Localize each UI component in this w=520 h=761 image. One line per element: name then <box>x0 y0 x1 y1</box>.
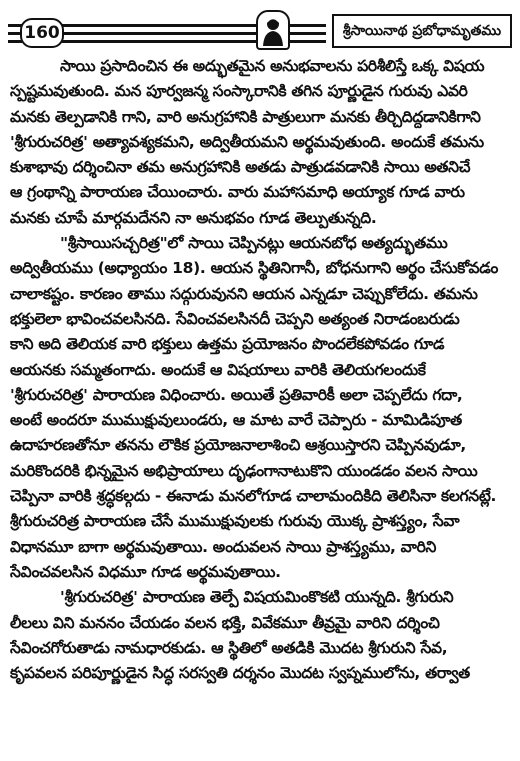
text-line: చెప్పినా వారికి శ్రద్ధకల్గదు - ఈనాడు మనలోగూడ చాలామందికిది తెలిసినా కలగనట్లే. <box>10 487 497 506</box>
running-title: శ్రీసాయినాథ ప్రబోధామృతము <box>332 14 512 48</box>
text-line: కృపవలన పరిపూర్ణుడైన సిద్ధ సరస్వతి దర్శనం మొదట స్వప్నములోను, తర్వాత <box>10 664 470 683</box>
text-line: లీలలు విని మననం చేయడం వలన భక్తి, వివేకమూ తీవ్రమై వారిని దర్శించి <box>10 613 440 632</box>
text-line: శ్రీగురుచరిత్ర పారాయణ చేసే ముముక్షువులకు గురువు యొక్క ప్రాశస్త్యం, సేవా <box>10 512 460 531</box>
text-line: స్పష్టమవుతుంది. మన పూర్వజన్మ సంస్కారానికి తగిన పూర్ణుడైన గురువు ఎవరి <box>10 82 468 101</box>
text-line: సేవించవలసిన విధమూ గూడ అర్థమవుతాయి. <box>10 562 281 581</box>
body-text <box>10 54 514 686</box>
page-header <box>8 10 512 50</box>
text-line: కాని అది తెలియక వారి భక్తులు ఉత్తమ ప్రయోజనం పొందలేకపోవడం గూడ <box>10 335 445 354</box>
text-line: మనకు తెల్పడానికి గాని, వారి అనుగ్రహానికి పాత్రులుగా మనకు తీర్చిదిద్దడానికిగాని <box>10 107 481 126</box>
text-line: కుశాభావు దర్శించినా తమ అనుగ్రహానికి అతడు పాత్రుడవడానికి సాయి అతనిచే <box>10 158 471 177</box>
page-number: 160 <box>20 18 64 48</box>
text-line: మనకు చూపే మార్గమదేనని నా అనుభవం గూడ తెల్పుతున్నది. <box>10 208 377 227</box>
text-line: సాయి ప్రసాదించిన ఈ అద్భుతమైన అనుభవాలను పరిశీలిస్తే ఒక్క విషయ <box>60 57 485 75</box>
sai-portrait-icon <box>256 10 290 50</box>
text-line: మరికొందరికి భిన్నమైన అభిప్రాయాలు దృఢంగానాటుకొని యుండడం వలన సాయి <box>10 461 478 480</box>
text-line: భక్తులెలా భావించవలసినది. సేవించవలసినదీ చెప్పని అత్యంత నిరాడంబరుడు <box>10 309 460 328</box>
text-line: ఆయనకు సమ్మతంగాదు. అందుకే ఆ విషయాలు వారికి తెలియగలందుకే <box>10 360 426 379</box>
text-line: ఉదాహరణతోనూ తనను లౌకిక ప్రయోజనాలాశించి ఆశ్రయిస్తారని చెప్పినవుడూ, <box>10 436 467 455</box>
text-line: విధానమూ బాగా అర్థమవుతాయి. అందువలన సాయి ప్రాశస్త్యము, వారిని <box>10 537 437 556</box>
text-line: అంటే అందరూ ముముక్షువులుండరు, ఆ మాట వారే చెప్పారు - మామిడిపూత <box>10 411 462 430</box>
text-line: అద్వితీయము (అధ్యాయం 18). ఆయన స్థితినిగానీ, బోధనుగాని అర్థం చేసుకోవడం <box>10 259 499 278</box>
text-line: సేవించగోరుతాడు నామధారకుడు. ఆ స్థితిలో అతడికి మొదట శ్రీగురుని సేవ, <box>10 638 448 657</box>
text-line: "శ్రీసాయిసచ్చరిత్ర"లో సాయి చెప్పినట్లు ఆయనబోధ అత్యద్భుతము <box>60 234 448 253</box>
text-line: చాలాకష్టం. కారణం తాము సద్గురువునని ఆయన ఎన్నడూ చెప్పుకోలేదు. తమను <box>10 284 478 303</box>
text-line: 'శ్రీగురుచరిత్ర' అత్యావశ్యకమని, అద్వితీయమని అర్థమవుతుంది. అందుకే తమను <box>10 132 484 151</box>
text-line: 'శ్రీగురుచరిత్ర' పారాయణ తెల్పే విషయమింకొకటి యున్నది. శ్రీగురుని <box>60 588 454 607</box>
text-line: ఆ గ్రంథాన్ని పారాయణ చేయించారు. వారు మహాసమాధి అయ్యాక గూడ వారు <box>10 183 465 202</box>
text-line: 'శ్రీగురుచరిత్ర' పారాయణ విధించారు. అయితే ప్రతివారికీ అలా చెప్పలేదు గదా, <box>10 385 463 404</box>
